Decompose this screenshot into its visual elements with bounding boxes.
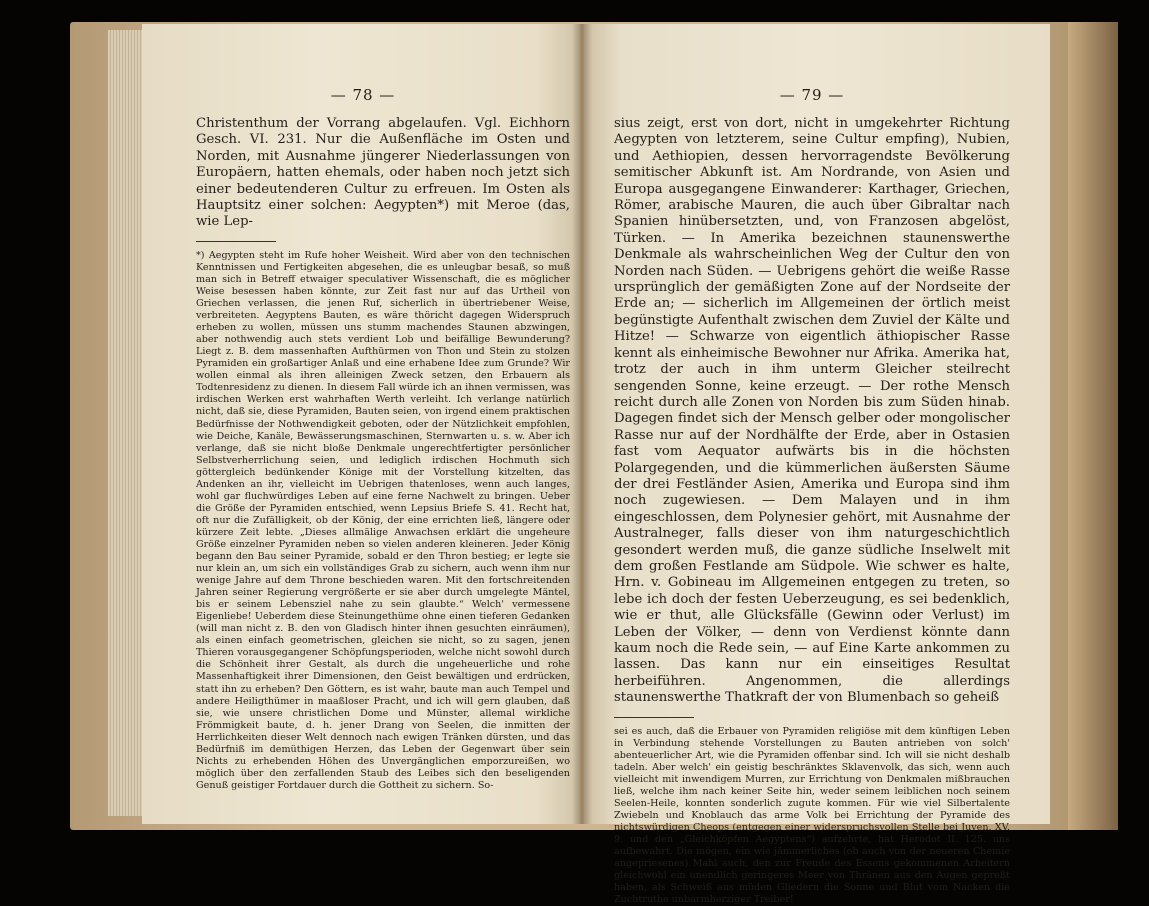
- right-page: [584, 24, 1050, 906]
- footnote-rule: [196, 241, 276, 242]
- left-page-body: Christenthum der Vorrang abgelaufen. Vgl. Eichhorn Gesch. VI. 231. Nur die Außenfläche im Osten und Norden, mit Ausnahme jüngerer Niederlassungen von Europäern, hatten ehemals, oder haben noch jetzt sich einer bedeutenderen Cultur zu erfreuen. Im Osten als Hauptsitz einer solchen: Aegypten*) mit Meroe (das, wie Lep-: [196, 116, 570, 230]
- book-gutter: [572, 24, 592, 824]
- right-page-footnote: sei es auch, daß die Erbauer von Pyramiden religiöse mit dem künftigen Leben in Verbindung stehende Vorstellungen zu Bauten antrieben von solch' abenteuerlicher Art, wie die Pyramiden offenbar sind. Ich will sie nicht deshalb tadeln. Aber welch' ein geistig beschränktes Sklavenvolk, das sich, wenn auch vielleicht mit inwendigem Murren, zur Errichtung von Denkmalen mißbrauchen ließ, welche ihm nach keiner Seite hin, weder seinem leiblichen noch seinem Seelen-Heile, konnten sonderlich zugute kommen. Für wie viel Silbertalente Zwiebeln und Knoblauch das arme Volk bei Errichtung der Pyramide des nichtswürdigen Cheops (entgegen einer widerspruchsvollen Stelle bei Juven. XV. 9. und den „Gleichköpfen Aegyptens“) aufzehrte, hat Herodot II. 125. uns aufbewahrt. Die mögen, ein wie jämmerliches (ob auch von der neueren Chemie angepriesenes) Mahl auch, den zur Freude des Essens gekommenen Arbeitern gleichwohl ein unendlich geringeres Meer von Thränen aus den Augen gepreßt haben, als Schweiß aus müden Gliedern die Sonne und Blut vom Nacken die Zuchtruthe unbarmherziger Treiber!: [614, 725, 1010, 906]
- page-number-left: — 78 —: [330, 86, 396, 104]
- page-edges: [108, 30, 142, 816]
- left-page-footnote: *) Aegypten steht im Rufe hoher Weisheit. Wird aber von den technischen Kenntnissen und Fertigkeiten abgesehen, die es unleugbar besaß, so muß man sich in Betreff etwaiger speculativer Wissenschaft, die es möglicher Weise besessen haben könnte, zur Zeit fast nur auf das Urtheil von Griechen verlassen, die jenen Ruf, sicherlich in übertriebener Weise, verbreiteten. Aegyptens Bauten, es wäre thöricht dagegen Widerspruch erheben zu wollen, müssen uns stumm machendes Staunen abzwingen, aber nothwendig auch stets verdient Lob und beifällige Bewunderung? Liegt z. B. dem massenhaften Aufthürmen von Thon und Stein zu stolzen Pyramiden ein großartiger Anlaß und eine erhabene Idee zum Grunde? Wir wollen einmal als ihren alleinigen Zweck setzen, den Erbauern als Todtenresidenz zu dienen. In diesem Fall würde ich an ihnen vermissen, was irdischen Werken erst wahrhaften Werth verleiht. Ich verlange natürlich nicht, daß sie, diese Pyramiden, Bauten seien, von irgend einem praktischen Bedürfnisse der Nothwendigkeit geboten, oder der Nützlichkeit empfohlen, wie Deiche, Kanäle, Bewässerungsmaschinen, Sternwarten u. s. w. Aber ich verlange, daß sie nicht bloße Denkmale ungerechtfertigter persönlicher Selbstverherrlichung seien, und lediglich irdischen Hochmuth sich göttergleich bedünkender Könige mit der Vorstellung kitzelten, das Andenken an ihr, vielleicht im Uebrigen thatenloses, wenn auch langes, wohl gar fluchwürdiges Leben auf eine ferne Nachwelt zu bringen. Ueber die Größe der Pyramiden entschied, wenn Lepsius Briefe S. 41. Recht hat, oft nur die Zufälligkeit, ob der König, der eine errichten ließ, längere oder kürzere Zeit lebte. „Dieses allmälige Anwachsen erklärt die ungeheure Größe einzelner Pyramiden neben so vielen anderen kleineren. Jeder König begann den Bau seiner Pyramide, sobald er den Thron bestieg; er legte sie nur klein an, um sich ein vollständiges Grab zu sichern, auch wenn ihm nur wenige Jahre auf dem Throne beschieden waren. Mit den fortschreitenden Jahren seiner Regierung vergrößerte er sie aber durch umgelegte Mäntel, bis er seinem Lebensziel nahe zu sein glaubte.“ Welch' vermessene Eigenliebe! Ueberdem diese Steinungethüme ohne einen tieferen Gedanken (will man nicht z. B. den von Gladisch hinter ihnen gesuchten einräumen), als einen einfach geometrischen, gleichen sie nicht, so zu sagen, jenen Thieren vorausgegangener Schöpfungsperioden, welche nicht sowohl durch die Schönheit ihrer Gestalt, als durch die ungeheuerliche und rohe Massenhaftigkeit ihrer Dimensionen, den Geist bewältigen und erdrücken, statt ihn zu erheben? Den Göttern, es ist wahr, baute man auch Tempel und andere Heiligthümer in maaßloser Pracht, und ich will gern glauben, daß sie, wie unsere christlichen Dome und Münster, allemal wirkliche Frömmigkeit baute, d. h. jener Drang von Seelen, die inmitten der Herrlichkeiten dieser Welt dennoch nach ewigen Tränken dürsten, und das Bedürfniß im demüthigen Herzen, das Leben der Gegenwart über sein Nichts zu erhebenden Höhen des Unvergänglichen emporzureißen, wo möglich über den zerfallenden Staub des Leibes sich den beseligenden Genuß geistiger Fortdauer durch die Gottheit zu sichern. So-: [196, 249, 570, 791]
- left-page: [142, 24, 580, 824]
- footnote-rule: [614, 717, 694, 718]
- page-number-right: — 79 —: [779, 86, 845, 104]
- cover-edge: [1068, 22, 1118, 830]
- right-page-body: sius zeigt, erst von dort, nicht in umgekehrter Richtung Aegypten von letzterem, seine Cultur empfing), Nubien, und Aethiopien, dessen hervorragendste Bevölkerung semitischer Abkunft ist. Am Nordrande, von Asien und Europa ausgegangene Einwanderer: Karthager, Griechen, Römer, arabische Mauren, die auch über Gibraltar nach Spanien hinübersetzten, und, von Franzosen abgelöst, Türken. — In Amerika bezeichnen staunenswerthe Denkmale als wahrscheinlichen Weg der Cultur den von Norden nach Süden. — Uebrigens gehört die weiße Rasse ursprünglich der gemäßigten Zone auf der Nordseite der Erde an; — sicherlich im Allgemeinen der örtlich meist begünstigte Aufenthalt zwischen dem Zuviel der Kälte und Hitze! — Schwarze von eigentlich äthiopischer Rasse kennt als einheimische Bewohner nur Afrika. Amerika hat, trotz der auch in ihm unterm Gleicher steilrecht sengenden Sonne, keine erzeugt. — Der rothe Mensch reicht durch alle Zonen von Norden bis zum Süden hinab. Dagegen findet sich der Mensch gelber oder mongolischer Rasse nur auf der Nordhälfte der Erde, aber in Ostasien fast vom Aequator aufwärts bis in die höchsten Polargegenden, und die kümmerlichen äußersten Säume der drei Festländer Asien, Amerika und Europa sind ihm noch zugewiesen. — Dem Malayen und in ihm eingeschlossen, dem Polynesier gehört, mit Ausnahme der Australneger, falls dieser von ihm naturgeschichtlich gesondert werden muß, die ganze südliche Inselwelt mit dem großen Festlande am Südpole. Wie schwer es halte, Hrn. v. Gobineau im Allgemeinen entgegen zu treten, so lebe ich doch der festen Ueberzeugung, es sei bedenklich, wie er thut, alle Glücksfälle (Gewinn oder Verlust) im Leben der Völker, — denn von Verdienst könnte dann kaum noch die Rede sein, — auf Eine Karte ankommen zu lassen. Das kann nur ein einseitiges Resultat herbeiführen. Angenommen, die allerdings staunenswerthe Thatkraft der von Blumenbach so geheiß: [614, 116, 1010, 706]
